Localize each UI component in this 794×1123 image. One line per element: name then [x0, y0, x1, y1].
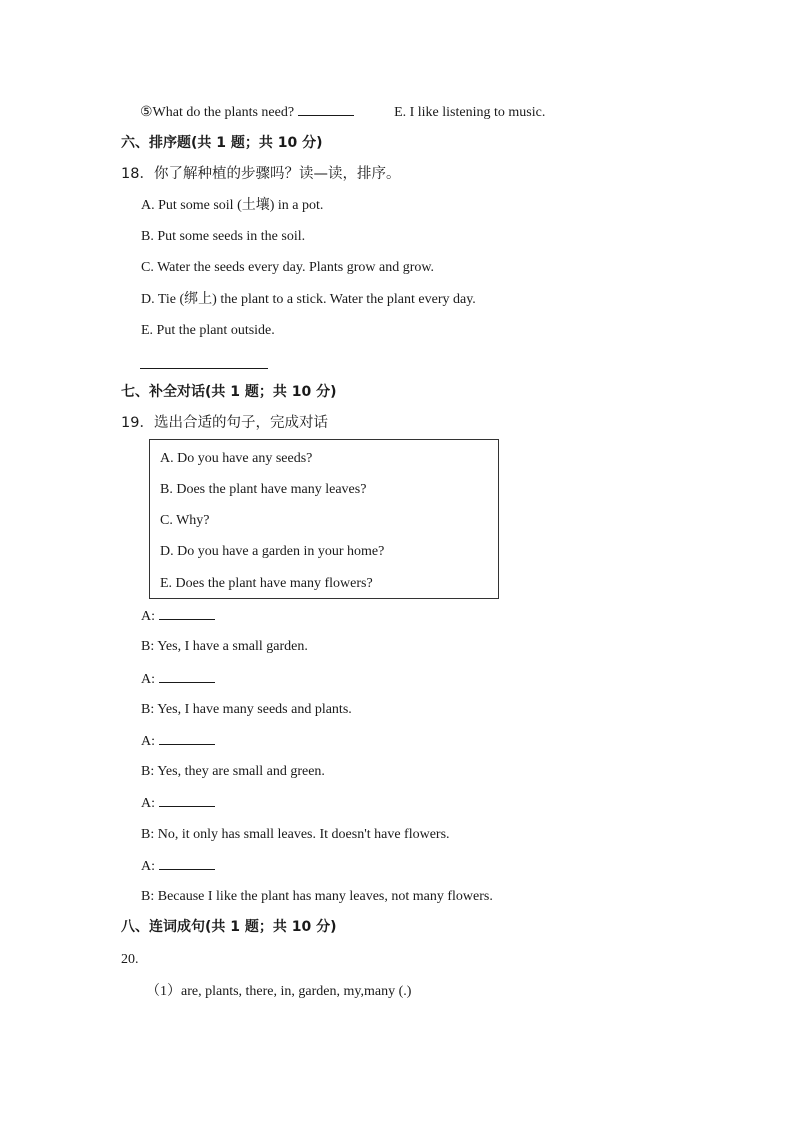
speaker-b: B:	[141, 702, 155, 717]
question-5-text: ⑤What do the plants need?	[140, 105, 295, 120]
speaker-a: A:	[141, 672, 155, 687]
dialogue-line-8	[141, 826, 450, 844]
section-8-heading: 八、连词成句(共 1 题；共 10 分)	[121, 919, 337, 935]
dialogue-blank-4[interactable]	[159, 794, 215, 807]
sort-item-b: B. Put some seeds in the soil.	[141, 229, 306, 244]
dialogue-blank-2[interactable]	[159, 670, 215, 683]
dialogue-text: Yes, I have a small garden.	[157, 639, 308, 654]
dialogue-blank-5[interactable]	[159, 857, 215, 870]
dialogue-line-1	[141, 607, 215, 626]
question-19-title: 19．选出合适的句子，完成对话	[121, 415, 328, 431]
question-20-item-1: （1）are, plants, there, in, garden, my,many (.)	[146, 984, 412, 999]
question-18-title: 18．你了解种植的步骤吗？读—读，排序。	[121, 166, 401, 182]
speaker-b: B:	[141, 827, 155, 842]
dialogue-text: Yes, they are small and green.	[157, 764, 325, 779]
options-box	[149, 439, 499, 599]
option-c: C. Why?	[160, 513, 210, 528]
speaker-a: A:	[141, 609, 155, 624]
speaker-a: A:	[141, 796, 155, 811]
dialogue-line-6	[141, 763, 325, 781]
option-a: A. Do you have any seeds?	[160, 451, 313, 466]
sort-item-e: E. Put the plant outside.	[141, 323, 275, 338]
dialogue-line-7	[141, 794, 215, 813]
option-b: B. Does the plant have many leaves?	[160, 482, 367, 497]
speaker-b: B:	[141, 889, 155, 904]
dialogue-line-4	[141, 701, 352, 719]
section-6-heading: 六、排序题(共 1 题；共 10 分)	[121, 135, 323, 151]
dialogue-text: No, it only has small leaves. It doesn't have flowers.	[157, 827, 450, 842]
section-7-heading: 七、补全对话(共 1 题；共 10 分)	[121, 384, 337, 400]
dialogue-line-9	[141, 857, 215, 876]
speaker-a: A:	[141, 734, 155, 749]
dialogue-line-10	[141, 888, 493, 906]
option-e-text: E. I like listening to music.	[394, 105, 546, 120]
sort-answer-line[interactable]	[140, 368, 268, 369]
speaker-a: A:	[141, 859, 155, 874]
dialogue-text: Yes, I have many seeds and plants.	[157, 702, 352, 717]
sort-item-a: A. Put some soil (土壤) in a pot.	[141, 198, 324, 213]
dialogue-blank-1[interactable]	[159, 607, 215, 620]
question-5-line	[140, 103, 545, 122]
dialogue-blank-3[interactable]	[159, 732, 215, 745]
option-d: D. Do you have a garden in your home?	[160, 544, 385, 559]
sort-item-d: D. Tie (绑上) the plant to a stick. Water the plant every day.	[141, 292, 476, 307]
question-20-number: 20.	[121, 952, 139, 967]
answer-blank[interactable]	[298, 103, 354, 116]
dialogue-line-3	[141, 670, 215, 689]
speaker-b: B:	[141, 639, 155, 654]
dialogue-line-2	[141, 638, 308, 656]
sort-item-c: C. Water the seeds every day. Plants grow and grow.	[141, 260, 435, 275]
dialogue-line-5	[141, 732, 215, 751]
dialogue-text: Because I like the plant has many leaves, not many flowers.	[157, 889, 493, 904]
speaker-b: B:	[141, 764, 155, 779]
option-e: E. Does the plant have many flowers?	[160, 576, 373, 591]
